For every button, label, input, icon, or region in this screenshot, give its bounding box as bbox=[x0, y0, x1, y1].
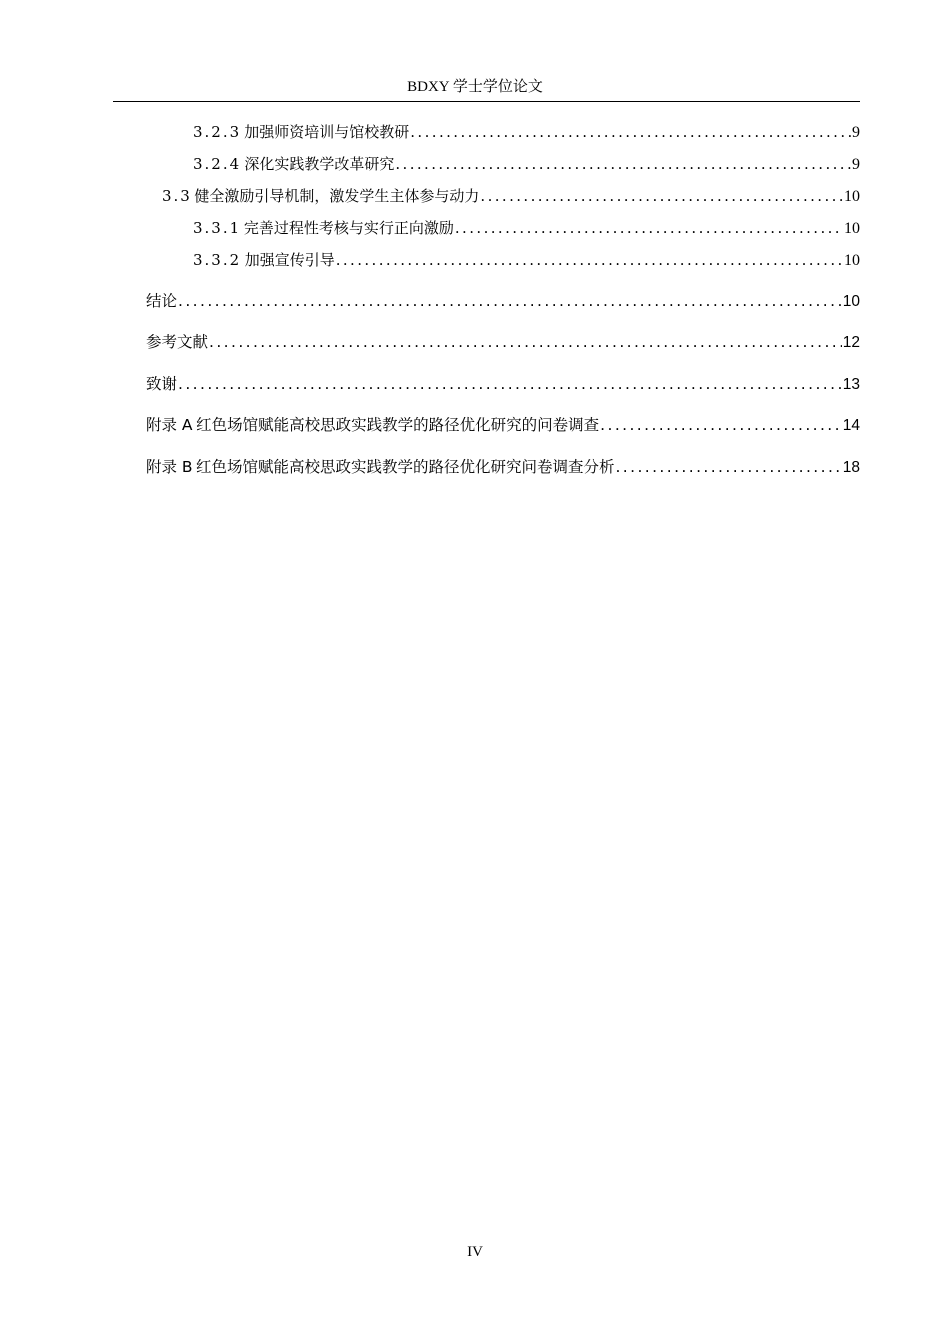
toc-entry-number: 3.3 bbox=[162, 187, 192, 205]
toc-entry-number: 3.3.2 bbox=[193, 251, 242, 269]
toc-entry-page: 10 bbox=[844, 220, 860, 237]
toc-entry-page: 14 bbox=[842, 417, 860, 434]
toc-entry-3-2-3[interactable] bbox=[193, 121, 860, 143]
toc-entry-page: 10 bbox=[844, 188, 860, 205]
toc-dot-leader bbox=[410, 121, 851, 143]
toc-entry-number: 3.2.4 bbox=[193, 155, 242, 173]
toc-entry-title: 结论 bbox=[146, 292, 178, 310]
toc-entry-references[interactable] bbox=[146, 331, 860, 353]
toc-entry-3-2-4[interactable] bbox=[193, 153, 860, 175]
toc-entry-page: 9 bbox=[852, 124, 860, 141]
toc-entry-title: 红色场馆赋能高校思政实践教学的路径优化研究问卷调查分析 bbox=[195, 458, 615, 476]
toc-dot-leader bbox=[480, 185, 843, 207]
toc-entry-title: 加强师资培训与馆校教研 bbox=[244, 123, 410, 141]
toc-entry-number: 附录 B bbox=[146, 458, 193, 476]
toc-dot-leader bbox=[336, 249, 843, 271]
toc-entry-3-3-1[interactable] bbox=[193, 217, 860, 239]
toc-entry-appendix-a[interactable] bbox=[146, 414, 860, 436]
toc-entry-page: 18 bbox=[842, 459, 860, 476]
page-number: IV bbox=[467, 1244, 483, 1260]
toc-entry-page: 10 bbox=[842, 293, 860, 310]
toc-dot-leader bbox=[600, 414, 842, 436]
toc-dot-leader bbox=[178, 373, 842, 395]
toc-entry-title: 深化实践教学改革研究 bbox=[244, 155, 395, 173]
toc-entry-number: 附录 A bbox=[146, 416, 193, 434]
toc-entry-title: 健全激励引导机制，激发学生主体参与动力 bbox=[194, 187, 480, 205]
toc-entry-title: 红色场馆赋能高校思政实践教学的路径优化研究的问卷调查 bbox=[196, 416, 600, 434]
toc-entry-3-3-2[interactable] bbox=[193, 249, 860, 271]
toc-entry-page: 13 bbox=[842, 376, 860, 393]
toc-dot-leader bbox=[178, 290, 842, 312]
toc-dot-leader bbox=[455, 217, 843, 239]
toc-entry-title: 参考文献 bbox=[146, 333, 209, 351]
toc-entry-title: 致谢 bbox=[146, 375, 178, 393]
toc-entry-number: 3.2.3 bbox=[193, 123, 242, 141]
toc-entry-3-3[interactable] bbox=[162, 185, 860, 207]
toc-entry-appendix-b[interactable] bbox=[146, 456, 860, 478]
toc-entry-acknowledgements[interactable] bbox=[146, 373, 860, 395]
running-header-title: BDXY 学士学位论文 bbox=[407, 79, 543, 95]
toc-entry-number: 3.3.1 bbox=[193, 219, 242, 237]
toc-entry-title: 完善过程性考核与实行正向激励 bbox=[243, 219, 454, 237]
toc-dot-leader bbox=[615, 456, 841, 478]
toc-entry-title: 加强宣传引导 bbox=[244, 251, 335, 269]
toc-entry-page: 9 bbox=[852, 156, 860, 173]
toc-dot-leader bbox=[209, 331, 842, 353]
toc-dot-leader bbox=[395, 153, 851, 175]
toc-entry-page: 10 bbox=[844, 252, 860, 269]
toc-entry-page: 12 bbox=[842, 334, 860, 351]
toc-entry-conclusion[interactable] bbox=[146, 290, 860, 312]
